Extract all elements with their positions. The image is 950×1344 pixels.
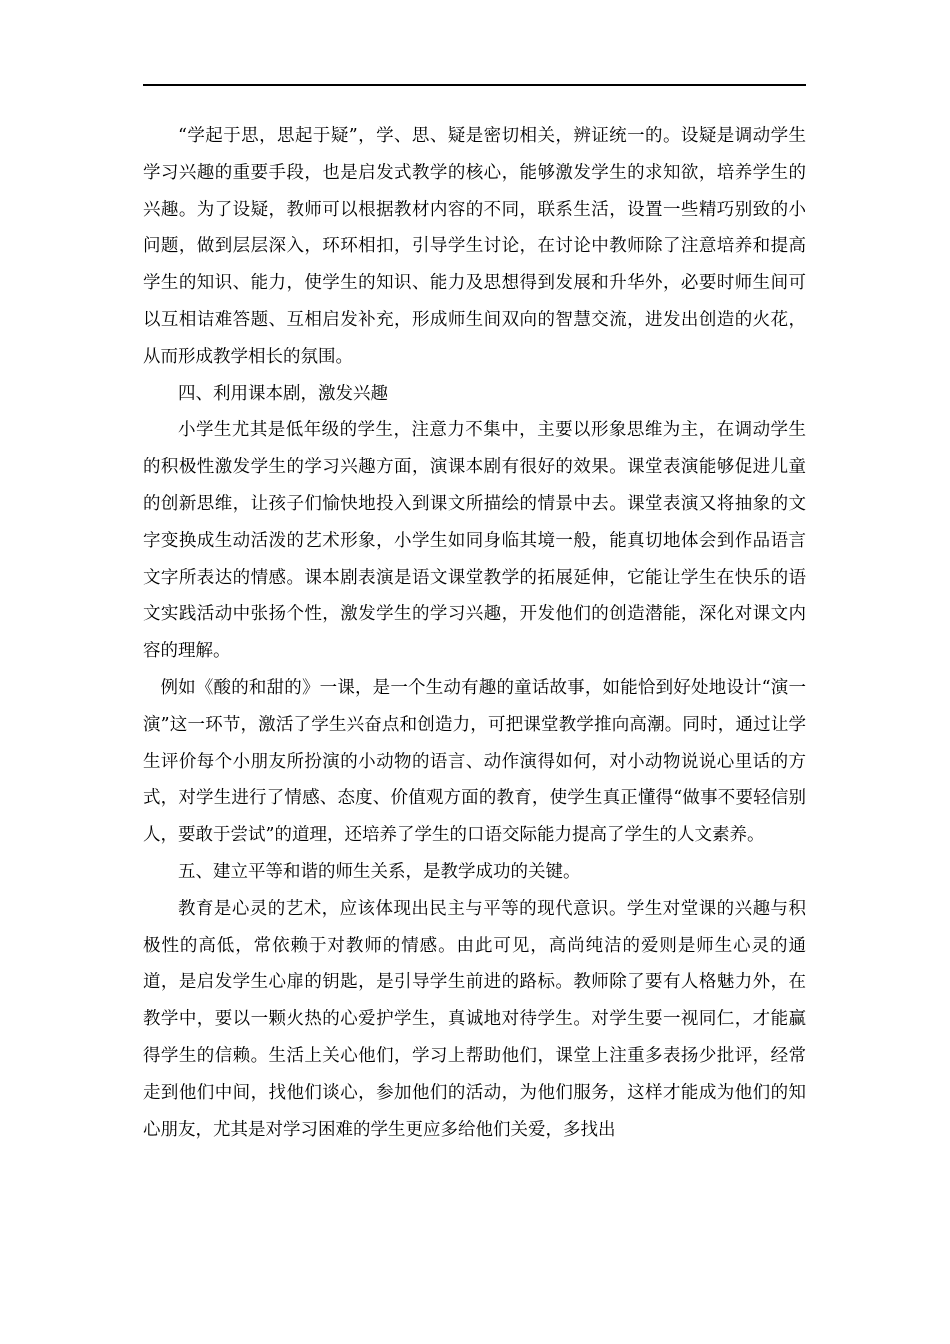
header-rule (143, 84, 806, 86)
paragraph-teacher-student-relationship: 教育是心灵的艺术，应该体现出民主与平等的现代意识。学生对堂课的兴趣与积极性的高低，常依赖于对教师的情感。由此可见，高尚纯洁的爱则是师生心灵的通道，是启发学生心扉的钥匙，是引导学生前进的路标。教师除了要有人格魅力外，在教学中，要以一颗火热的心爱护学生，真诚地对待学生。对学生要一视同仁，才能赢得学生的信赖。生活上关心他们，学习上帮助他们，课堂上注重多表扬少批评，经常走到他们中间，找他们谈心，参加他们的活动，为他们服务，这样才能成为他们的知心朋友，尤其是对学习困难的学生更应多给他们关爱，多找出 (143, 898, 806, 1140)
paragraph-questioning: “学起于思，思起于疑”，学、思、疑是密切相关，辨证统一的。设疑是调动学生学习兴趣的重要手段，也是启发式教学的核心，能够激发学生的求知欲，培养学生的兴趣。为了设疑，教师可以根据教材内容的不同，联系生活，设置一些精巧别致的小问题，做到层层深入，环环相扣，引导学生讨论，在讨论中教师除了注意培养和提高学生的知识、能力，使学生的知识、能力及思想得到发展和升华外，必要时师生间可以互相诘难答题、互相启发补充，形成师生间双向的智慧交流，进发出创造的火花，从而形成教学相长的氛围。 (143, 126, 806, 367)
paragraph-example-lesson: 例如《酸的和甜的》一课，是一个生动有趣的童话故事，如能恰到好处地设计“演一演”这一环节，激活了学生兴奋点和创造力，可把课堂教学推向高潮。同时，通过让学生评价每个小朋友所扮演的小动物的语言、动作演得如何，对小动物说说心里话的方式，对学生进行了情感、态度、价值观方面的教育，使学生真正懂得“做事不要轻信别人，要敢于尝试”的道理，还培养了学生的口语交际能力提高了学生的人文素养。 (143, 677, 806, 846)
section-heading-textbook-drama: 四、利用课本剧，激发兴趣 (178, 383, 388, 404)
section-heading-teacher-student-relationship: 五、建立平等和谐的师生关系，是教学成功的关键。 (178, 861, 581, 882)
paragraph-textbook-drama: 小学生尤其是低年级的学生，注意力不集中，主要以形象思维为主，在调动学生的积极性激发学生的学习兴趣方面，演课本剧有很好的效果。课堂表演能够促进儿童的创新思维，让孩子们愉快地投入到课文所描绘的情景中去。课堂表演又将抽象的文字变换成生动活泼的艺术形象，小学生如同身临其境一般，能真切地体会到作品语言文字所表达的情感。课本剧表演是语文课堂教学的拓展延伸，它能让学生在快乐的语文实践活动中张扬个性，激发学生的学习兴趣，开发他们的创造潜能，深化对课文内容的理解。 (143, 420, 806, 662)
document-body (143, 118, 806, 1148)
